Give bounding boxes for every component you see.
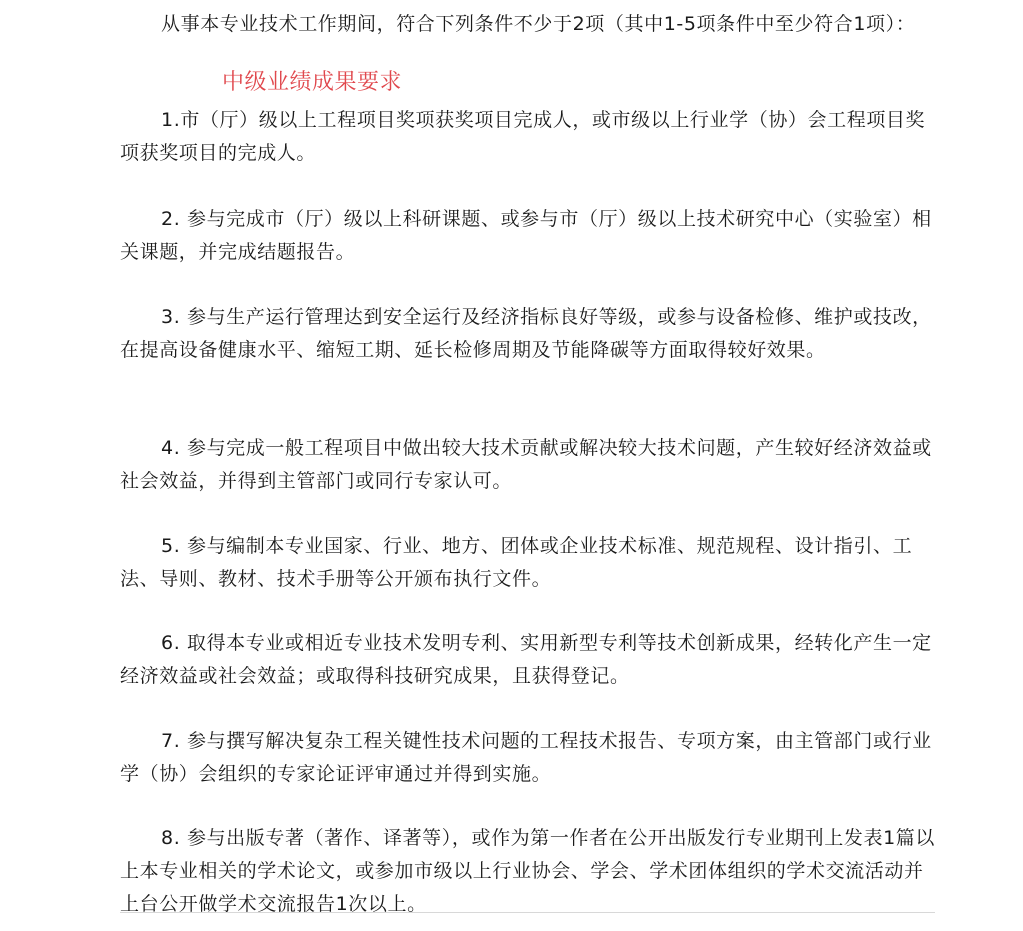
requirement-item-6: 6. 取得本专业或相近专业技术发明专利、实用新型专利等技术创新成果，经转化产生一定经济效益或社会效益；或取得科技研究成果，且获得登记。 [120, 632, 932, 687]
requirement-item-1: 1.市（厅）级以上工程项目奖项获奖项目完成人，或市级以上行业学（协）会工程项目奖项获奖项目的完成人。 [120, 109, 926, 164]
bottom-divider [120, 912, 935, 913]
annotation-heading: 中级业绩成果要求 [222, 70, 403, 95]
requirement-item-3: 3. 参与生产运行管理达到安全运行及经济指标良好等级，或参与设备检修、维护或技改，在提高设备健康水平、缩短工期、延长检修周期及节能降碳等方面取得较好效果。 [120, 306, 932, 361]
requirement-item-4: 4. 参与完成一般工程项目中做出较大技术贡献或解决较大技术问题，产生较好经济效益或社会效益，并得到主管部门或同行专家认可。 [120, 437, 932, 492]
requirement-item-5: 5. 参与编制本专业国家、行业、地方、团体或企业技术标准、规范规程、设计指引、工法、导则、教材、技术手册等公开颁布执行文件。 [120, 535, 913, 590]
requirement-item-7: 7. 参与撰写解决复杂工程关键性技术问题的工程技术报告、专项方案，由主管部门或行业学（协）会组织的专家论证评审通过并得到实施。 [120, 730, 932, 785]
requirement-item-2: 2. 参与完成市（厅）级以上科研课题、或参与市（厅）级以上技术研究中心（实验室）相关课题，并完成结题报告。 [120, 208, 932, 263]
intro-paragraph: 从事本专业技术工作期间，符合下列条件不少于2项（其中1-5项条件中至少符合1项）： [161, 13, 916, 35]
requirement-item-8: 8. 参与出版专著（著作、译著等），或作为第一作者在公开出版发行专业期刊上发表1篇以上本专业相关的学术论文，或参加市级以上行业协会、学会、学术团体组织的学术交流活动并上台公开做学术交流报告1次以上。 [120, 827, 935, 915]
